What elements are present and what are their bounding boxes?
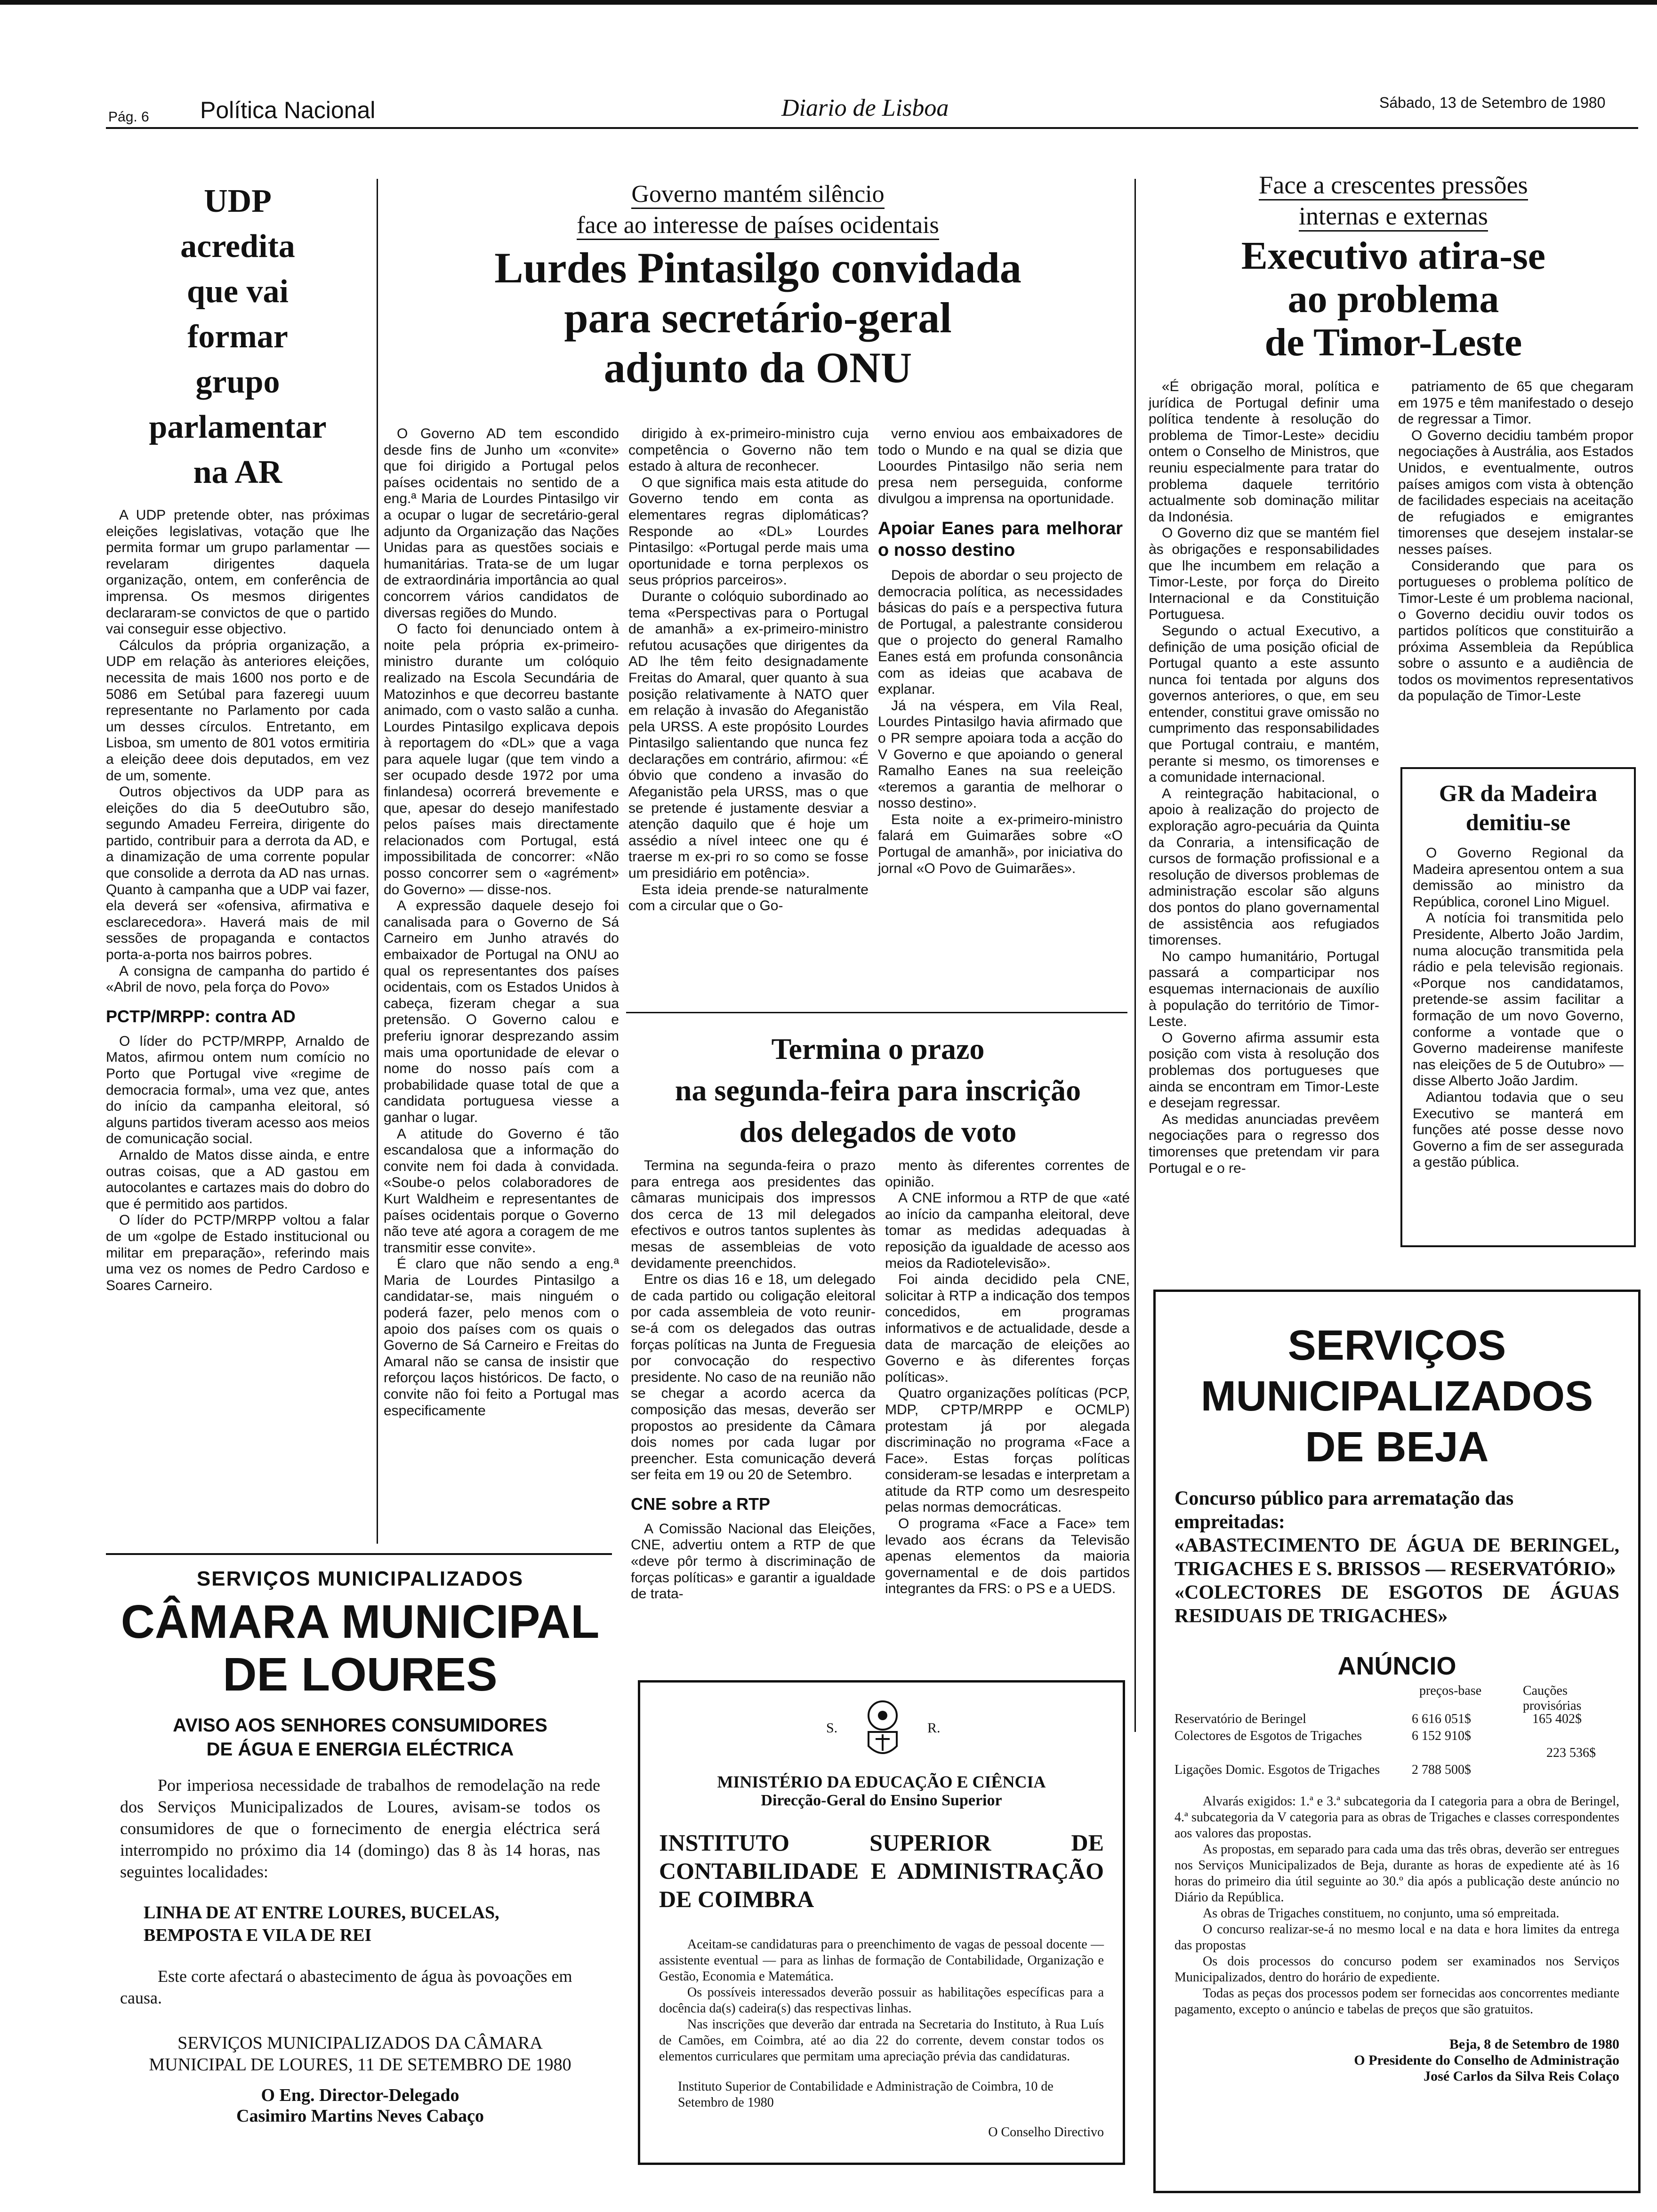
timor-headline-line: Executivo atira-se bbox=[1241, 234, 1546, 278]
table-row bbox=[1174, 1729, 1619, 1746]
timor-paragraph: Segundo o actual Executivo, a definição de uma posição oficial de Portugal quanto a este assunto nunca foi tentada por alguns dos governos anteriores, o que, em seu entender, constitui grave omissão no cumprimento das responsabilidades que Portugal contraiu, e mantém, perante si mesmo, os timorenses e a comunidade internacional. bbox=[1149, 623, 1379, 785]
udp-headline-line: que vai bbox=[187, 273, 289, 310]
beja-signature: O Presidente do Conselho de Administração bbox=[1354, 2052, 1619, 2068]
pintasilgo-paragraph: O que significa mais esta atitude do Governo tendo em conta as elementares regras diplomáticas? Responde ao «DL» Lourdes Pintasilgo: «Portugal perde mais uma oportunidade e torna perplexos os seus próprios parceiros». bbox=[628, 474, 869, 588]
timor-paragraph: Considerando que para os portugueses o problema político de Timor-Leste é um problema nacional, o Governo decidiu ouvir todos os partidos políticos que constituirão a próxima Assembleia da República sobre o assunto e a audiência de todos os movimentos representativos da população de Timor-Leste bbox=[1398, 558, 1633, 704]
madeira-paragraph: A notícia foi transmitida pelo Presidente, Alberto João Jardim, numa alocução transmitida pela rádio e pela televisão regionais. «Porque nos candidatamos, pretende-se assim facilitar a formação de um novo Governo, conforme a vontade que o Governo madeirense manifeste nas eleições de 5 de Outubro» — disse Alberto João Jardim. bbox=[1413, 910, 1624, 1089]
delegados-col1 bbox=[631, 1158, 876, 1603]
beja-row-label: Colectores de Esgotos de Trigaches bbox=[1174, 1729, 1362, 1743]
delegados-paragraph: Termina na segunda-feira o prazo para entrega aos presidentes das câmaras municipais dos impressos dos cerca de 13 mil delegados efectivos e outros tantos suplentes às mesas de assembleias de voto devidamente preenchidos. bbox=[631, 1158, 876, 1271]
coimbra-body bbox=[659, 1937, 1104, 2065]
loures-signature: O Eng. Director-Delegado bbox=[261, 2085, 459, 2105]
coimbra-paragraph: Os possíveis interessados deverão possuir as habilitações específicas para a docência da(s) cadeira(s) das respectivas linhas. bbox=[659, 1985, 1104, 2016]
pintasilgo-article bbox=[391, 179, 1125, 393]
pintasilgo-paragraph: A expressão daquele desejo foi canalisada para o Governo de Sá Carneiro em Junho através do embaixador de Portugal na ONU ao qual os representantes dos países ocidentais, com os Estados Unidos à cabeça, fizeram chegar a sua pretensão. O Governo calou e preferiu ignorar desprezando assim mais uma oportunidade de elevar o nome do nosso país com a probabilidade quase total de que a candidata portuguesa viesse a ganhar o lugar. bbox=[384, 898, 619, 1125]
pintasilgo-headline bbox=[391, 243, 1125, 393]
newspaper-name: Diario de Lisboa bbox=[781, 95, 949, 121]
pintasilgo-paragraph: Esta ideia prende-se naturalmente com a circular que o Go- bbox=[628, 882, 869, 914]
table-row bbox=[1174, 1712, 1619, 1729]
loures-notice: DE ÁGUA E ENERGIA ELÉCTRICA bbox=[206, 1739, 514, 1760]
udp-headline bbox=[106, 179, 370, 495]
beja-date: Beja, 8 de Setembro de 1980 bbox=[1449, 2036, 1619, 2052]
beja-row-caucao: 165 402$ bbox=[1532, 1712, 1582, 1726]
udp-body bbox=[106, 507, 370, 1294]
cne-paragraph: A Comissão Nacional das Eleições, CNE, advertiu ontem a RTP de que «deve pôr termo à discriminação de forças políticas» e garantir a igualdade de trata- bbox=[631, 1521, 876, 1602]
table-row bbox=[1174, 1763, 1619, 1779]
beja-paragraph: Os dois processos do concurso podem ser examinados nos Serviços Municipalizados, dentro do horário de expediente. bbox=[1174, 1954, 1619, 1985]
timor-paragraph: O Governo decidiu também propor negociações à Austrália, aos Estados Unidos, e eventualmente, outros países amigos com vista à obtenção de facilidades especiais na aceitação de refugiados e emigrantes timorenses que desejem instalar-se nesses países. bbox=[1398, 427, 1633, 557]
beja-price-table bbox=[1174, 1712, 1619, 1779]
coimbra-direction: Direcção-Geral do Ensino Superior bbox=[761, 1792, 1002, 1809]
pintasilgo-col1 bbox=[384, 426, 619, 1419]
coimbra-paragraph: Nas inscrições que deverão dar entrada na Secretaria do Instituto, à Rua Luís de Camões, em Coimbra, até ao dia 22 do corrente, devem constar todos os elementos curriculares que permitam uma apreciação prévia das candidaturas. bbox=[659, 2017, 1104, 2064]
pintasilgo-headline-line: Lurdes Pintasilgo convidada bbox=[494, 244, 1022, 292]
madeira-headline-line: GR da Madeira bbox=[1439, 780, 1598, 806]
kicker-line: face ao interesse de países ocidentais bbox=[577, 212, 939, 240]
pintasilgo-paragraph: É claro que não sendo a eng.ª Maria de Lourdes Pintasilgo a candidatar-se, mais ninguém o poderá fazer, pelo menos com o apoio dos países com os quais o Governo de Sá Carneiro e Freitas do Amaral não se cansa de insistir que reforçou laços históricos. De facto, o convite não foi feito a Portugal mas especificamente bbox=[384, 1256, 619, 1419]
pctp-paragraph: Arnaldo de Matos disse ainda, e entre outras coisas, que a AD gastou em autocolantes e cartazes mais do dobro do que é permitido aos partidos. bbox=[106, 1147, 370, 1212]
pctp-paragraph: O líder do PCTP/MRPP, Arnaldo de Matos, afirmou ontem num comício no Porto que Portugal vive «regime de democracia formal», uma vez que, antes do início da campanha eleitoral, só alguns partidos tiveram acesso aos meios de comunicação social. bbox=[106, 1033, 370, 1147]
madeira-headline bbox=[1413, 778, 1624, 837]
pintasilgo-col3 bbox=[878, 426, 1123, 877]
pintasilgo-paragraph: Durante o colóquio subordinado ao tema «Perspectivas para o Portugal de amanhã» a ex-primeiro-ministro refutou acusações que dirigentes da AD lhe têm feito designadamente Freitas do Amaral, quer quanto à sua posição relativamente à NATO quer em relação à invasão do Afeganistão pela URSS. A este propósito Lourdes Pintasilgo salientando que nunca fez declarações em contrário, afirmou: «É óbvio que condeno a invasão do Afeganistão pela URSS, mas o que se pretende é justamente desviar a atenção daquilo que é hoje um assédio a nível inteec one qu é traerse m ex-pri ro so como se fosse um presidiário em potência». bbox=[628, 588, 869, 882]
loures-top: SERVIÇOS MUNICIPALIZADOS bbox=[196, 1567, 524, 1590]
madeira-paragraph: O Governo Regional da Madeira apresentou ontem a sua demissão ao ministro da República, coronel Lino Miguel. bbox=[1413, 845, 1624, 910]
eanes-paragraph: Já na véspera, em Vila Real, Lourdes Pintasilgo havia afirmado que o PR sempre apoiara toda a acção do V Governo e que apoiando o general Ramalho Eanes na sua reeleição «teremos a garantia de melhorar o nosso destino». bbox=[878, 697, 1123, 811]
beja-row-base: 6 152 910$ bbox=[1412, 1729, 1471, 1743]
madeira-headline-line: demitiu-se bbox=[1465, 809, 1571, 835]
udp-paragraph: A consigna de campanha do partido é «Abril de novo, pela força do Povo» bbox=[106, 963, 370, 995]
delegados-headline bbox=[626, 1028, 1130, 1153]
loures-body: Este corte afectará o abastecimento de água às povoações em causa. bbox=[120, 1967, 572, 2007]
udp-headline-line: formar bbox=[187, 319, 288, 355]
loures-title: CÂMARA MUNICIPAL bbox=[121, 1595, 600, 1648]
seal-letter: S. bbox=[826, 1720, 838, 1736]
pintasilgo-paragraph: verno enviou aos embaixadores de todo o Mundo e na qual se dizia que Loourdes Pintasilgo não seria nem presa nem perseguida, conforme divulgou a imprensa na oportunidade. bbox=[878, 426, 1123, 507]
timor-paragraph: A reintegração habitacional, o apoio à realização do projecto de exploração agro-pecuária da Quinta da Conraria, a intensificação de cursos de formação profissional e a resolução de diversos problemas de administração escolar são alguns dos pontos do plano governamental de assistência aos refugiados timorenses. bbox=[1149, 785, 1379, 948]
kicker-line: Face a crescentes pressões bbox=[1259, 171, 1528, 200]
column-rule bbox=[1134, 179, 1136, 1732]
madeira-body bbox=[1413, 845, 1624, 1171]
beja-row-label: Ligações Domic. Esgotos de Trigaches bbox=[1174, 1763, 1380, 1777]
section-title: Política Nacional bbox=[200, 97, 376, 123]
timor-paragraph: O Governo diz que se mantém fiel às obrigações e responsabilidades que lhe incumbem em relação a Timor-Leste, por força do Direito Internacional e da Constituição Portuguesa. bbox=[1149, 525, 1379, 623]
udp-paragraph: Cálculos da própria organização, a UDP em relação às anteriores eleições, necessita de mais 1600 nos porto e de 5086 em Setúbal para fazeregi uuum representante no Parlamento por cada um desses círculos. Entretanto, em Lisboa, sm umento de 801 votos ermitiria a eleição deee dois deputados, em vez de um, somente. bbox=[106, 637, 370, 784]
beja-paragraph: O concurso realizar-se-á no mesmo local e na data e hora limites da entrega das propostas bbox=[1174, 1922, 1619, 1953]
beja-title: SERVIÇOS bbox=[1287, 1322, 1506, 1369]
timor-paragraph: As medidas anunciadas prevêem negociações para o regresso dos timorenses que pretendam vir para Portugal e o re- bbox=[1149, 1111, 1379, 1176]
beja-empreitada: «ABASTECIMENTO DE ÁGUA DE BERINGEL, TRIGACHES E S. BRISSOS — RESERVATÓRIO» bbox=[1174, 1535, 1619, 1580]
beja-col-header: Cauções provisórias bbox=[1523, 1683, 1582, 1713]
beja-body bbox=[1174, 1794, 1619, 2018]
issue-date: Sábado, 13 de Setembro de 1980 bbox=[1379, 94, 1606, 111]
column-rule bbox=[377, 179, 378, 1544]
coimbra-ad bbox=[638, 1680, 1125, 2165]
pintasilgo-paragraph: A atitude do Governo é tão escandalosa que a informação do convite nem foi dada à convidada. «Soube-o pelos colaboradores de Kurt Waldheim e representantes de países ocidentais porque o Governo não teve até agora a coragem de me transmitir esse convite». bbox=[384, 1126, 619, 1256]
pintasilgo-col2 bbox=[628, 426, 869, 914]
eanes-subhead: Apoiar Eanes para melhorar o nosso destino bbox=[878, 518, 1123, 560]
beja-concurso: Concurso público para arrematação das empreitadas: bbox=[1174, 1488, 1514, 1533]
beja-table-header bbox=[1174, 1683, 1619, 1713]
delegados-paragraph: Quatro organizações políticas (PCP, MDP, CPTP/MRPP e OCMLP) protestam já por alegada discriminação no programa «Face a Face». Estas forças políticas consideram-se lesadas e interpretam a atitude da RTP como um desrespeito pelas normas democráticas. bbox=[885, 1386, 1130, 1515]
beja-signature: José Carlos da Silva Reis Colaço bbox=[1424, 2068, 1619, 2084]
beja-paragraph: Todas as peças dos processos podem ser fornecidas aos concorrentes mediante pagamento, excepto o anúncio e tabelas de preços que são gratuitos. bbox=[1174, 1986, 1619, 2017]
pctp-paragraph: O líder do PCTP/MRPP voltou a falar de um «golpe de Estado institucional ou militar em preparação», referindo mais uma vez os nomes de Pedro Cardoso e Soares Carneiro. bbox=[106, 1212, 370, 1293]
loures-line: LINHA DE AT ENTRE LOURES, BUCELAS, BEMPOSTA E VILA DE REI bbox=[144, 1903, 499, 1945]
section-rule bbox=[626, 1012, 1127, 1013]
loures-signature: Casimiro Martins Neves Cabaço bbox=[236, 2106, 484, 2126]
udp-paragraph: A UDP pretende obter, nas próximas eleições legislativas, votação que lhe permita formar um grupo parlamentar — revelaram dirigentes daquela organização, ontem, em conferência de imprensa. Os mesmos dirigentes declararam-se convictos de que o partido vai conseguir esse objectivo. bbox=[106, 507, 370, 637]
timor-paragraph: patriamento de 65 que chegaram em 1975 e têm manifestado o desejo de regressar a Timor. bbox=[1398, 379, 1633, 427]
beja-empreitada: «COLECTORES DE ESGOTOS DE ÁGUAS RESIDUAIS DE TRIGACHES» bbox=[1174, 1582, 1619, 1627]
kicker-line: Governo mantém silêncio bbox=[631, 181, 884, 209]
ad-rule bbox=[106, 1553, 612, 1555]
pctp-subhead: PCTP/MRPP: contra AD bbox=[106, 1006, 296, 1026]
timor-kicker bbox=[1144, 200, 1643, 232]
loures-ad bbox=[111, 1567, 610, 2126]
loures-footer: SERVIÇOS MUNICIPALIZADOS DA CÂMARA MUNICIPAL DE LOURES, 11 DE SETEMBRO DE 1980 bbox=[149, 2033, 571, 2075]
coimbra-institute: INSTITUTO SUPERIOR DE CONTABILIDADE E ADMINISTRAÇÃO DE COIMBRA bbox=[659, 1829, 1104, 1912]
eanes-paragraph: Esta noite a ex-primeiro-ministro falará em Guimarães sobre «O Portugal de amanhã», por iniciativa do jornal «O Povo de Guimarães». bbox=[878, 811, 1123, 876]
loures-body: Por imperiosa necessidade de trabalhos de remodelação na rede dos Serviços Municipalizados de Loures, avisam-se todos os consumidores de que o fornecimento de energia eléctrica será interrompido no próximo dia 14 (domingo) das 8 às 14 horas, nas seguintes localidades: bbox=[120, 1776, 600, 1881]
udp-headline-line: UDP bbox=[204, 183, 272, 219]
beja-col-header: preços-base bbox=[1419, 1683, 1482, 1698]
beja-title: MUNICIPALIZADOS bbox=[1200, 1373, 1593, 1420]
pintasilgo-paragraph: dirigido à ex-primeiro-ministro cuja competência o Governo não tem estado à altura de reconhecer. bbox=[628, 426, 869, 474]
pintasilgo-headline-line: adjunto da ONU bbox=[603, 344, 912, 392]
table-row bbox=[1174, 1746, 1619, 1763]
page-number: Pág. 6 bbox=[108, 109, 149, 125]
beja-row-caucao: 223 536$ bbox=[1546, 1746, 1596, 1760]
delegados-col2 bbox=[885, 1158, 1130, 1597]
coimbra-signature: O Conselho Directivo bbox=[988, 2125, 1104, 2140]
delegados-headline-line: na segunda-feira para inscrição bbox=[675, 1074, 1081, 1107]
beja-row-base: 2 788 500$ bbox=[1412, 1763, 1471, 1777]
madeira-box bbox=[1400, 767, 1636, 1247]
coimbra-ministry: MINISTÉRIO DA EDUCAÇÃO E CIÊNCIA bbox=[717, 1772, 1046, 1791]
udp-headline-line: grupo bbox=[195, 364, 280, 400]
pintasilgo-paragraph: O Governo AD tem escondido desde fins de Junho um «convite» que foi dirigido a Portugal pelos países ocidentais no sentido de a eng.ª Maria de Lourdes Pintasilgo vir a ocupar o lugar de secretário-geral adjunto da Organização das Nações Unidas para as questões sociais e humanitárias. Trata-se de um lugar de extraordinária importância ao qual concorrem vários candidatos de diversas regiões do Mundo. bbox=[384, 426, 619, 621]
loures-notice: AVISO AOS SENHORES CONSUMIDORES bbox=[173, 1715, 547, 1736]
delegados-paragraph: A CNE informou a RTP de que «até ao início da campanha eleitoral, deve tomar as medidas adequadas à reposição da igualdade de acesso aos meios da Radiotelevisão». bbox=[885, 1190, 1130, 1271]
madeira-paragraph: Adiantou todavia que o seu Executivo se manterá em funções até posse desse novo Governo a fim de ser assegurada a gestão pública. bbox=[1413, 1089, 1624, 1170]
beja-anuncio: ANÚNCIO bbox=[1337, 1652, 1456, 1680]
beja-paragraph: Alvarás exigidos: 1.ª e 3.ª subcategoria da I categoria para a obra de Beringel, 4.ª subcategoria da V categoria para as obras de Trigaches e classes correspondentes aos valores das propostas. bbox=[1174, 1794, 1619, 1841]
beja-paragraph: As obras de Trigaches constituem, no conjunto, uma só empreitada. bbox=[1203, 1906, 1560, 1921]
beja-row-base: 6 616 051$ bbox=[1412, 1712, 1471, 1726]
coimbra-place: Instituto Superior de Contabilidade e Administração de Coimbra, 10 de Setembro de 1980 bbox=[678, 2079, 1054, 2110]
coimbra-seal-area bbox=[659, 1697, 1104, 1767]
delegados-headline-line: dos delegados de voto bbox=[739, 1115, 1017, 1148]
pintasilgo-headline-line: para secretário-geral bbox=[564, 294, 952, 342]
beja-row-label: Reservatório de Beringel bbox=[1174, 1712, 1306, 1726]
timor-kicker bbox=[1144, 169, 1643, 200]
pintasilgo-kicker bbox=[391, 179, 1125, 210]
timor-headline bbox=[1144, 234, 1643, 364]
timor-headline-line: ao problema bbox=[1287, 277, 1499, 321]
udp-headline-line: acredita bbox=[180, 228, 295, 264]
udp-headline-line: na AR bbox=[193, 454, 282, 490]
timor-article bbox=[1144, 169, 1643, 364]
coimbra-paragraph: Aceitam-se candidaturas para o preenchimento de vagas de pessoal docente — assistente eventual — para as linhas de formação de Contabilidade, Organização e Gestão, Economia e Matemática. bbox=[659, 1937, 1104, 1984]
masthead-rule bbox=[106, 127, 1638, 129]
seal-letter: R. bbox=[927, 1720, 941, 1736]
pintasilgo-paragraph: O facto foi denunciado ontem à noite pela própria ex-primeiro-ministro durante um colóquio realizado na Escola Secundária de Matozinhos e que decorreu bastante animado, com o vasto salão a cunha. Lourdes Pintasilgo explicava depois à reportagem do «DL» que a vaga para aquele lugar (que tem vindo a ser ocupado desde 1972 por uma finlandesa) ocorrerá brevemente e que, apesar do desejo manifestado pelos países mais directamente relacionados com Portugal, está impossibilitada de concorrer: «Não posso concorrer sem o «agrément» do Governo» — disse-nos. bbox=[384, 621, 619, 898]
timor-paragraph: O Governo afirma assumir esta posição com vista à resolução dos problemas dos portugueses que ainda se encontram em Timor-Leste e desejam regressar. bbox=[1149, 1030, 1379, 1111]
beja-ad bbox=[1153, 1290, 1641, 2193]
timor-paragraph: No campo humanitário, Portugal passará a comparticipar nos esquemas internacionais de auxílio à população do território de Timor-Leste. bbox=[1149, 948, 1379, 1030]
delegados-paragraph: mento às diferentes correntes de opinião. bbox=[885, 1158, 1130, 1190]
timor-paragraph: «É obrigação moral, política e jurídica de Portugal definir uma política tendente à resolução do problema de Timor-Leste» decidiu ontem o Conselho de Ministros, que reuniu especialmente para tratar do problema daquele território actualmente sob dominação militar da Indonésia. bbox=[1149, 379, 1379, 525]
delegados-paragraph: Entre os dias 16 e 18, um delegado de cada partido ou coligação eleitoral por cada assembleia de voto reunir-se-á com os delegados das outras forças políticas na Junta de Freguesia por convocação do respectivo presidente. No caso de na reunião não se chegar a acordo acerca da composição das mesas, deverão ser propostos ao presidente da Câmara dois nomes por cada lugar por preencher. Esta comunicação deverá ser feita em 19 ou 20 de Setembro. bbox=[631, 1272, 876, 1483]
coat-of-arms-icon bbox=[857, 1697, 909, 1763]
loures-title: DE LOURES bbox=[223, 1648, 498, 1701]
kicker-line: internas e externas bbox=[1299, 202, 1488, 232]
eanes-paragraph: Depois de abordar o seu projecto de democracia política, as necessidades básicas do país e a perspectiva futura de Portugal, a palestrante considerou que o projecto do general Ramalho Eanes está em profunda consonância com as ideias que acabava de explanar. bbox=[878, 567, 1123, 697]
cne-subhead: CNE sobre a RTP bbox=[631, 1494, 771, 1514]
udp-article bbox=[106, 179, 370, 1294]
delegados-headline-line: Termina o prazo bbox=[771, 1032, 985, 1066]
beja-title: DE BEJA bbox=[1305, 1424, 1489, 1471]
udp-paragraph: Outros objectivos da UDP para as eleições do dia 5 deeOutubro são, segundo Amadeu Ferreira, dirigente do partido, contribuir para a derrota da AD, e a dinamização de uma corrente popular que consolide a derrota da AD nas urnas. Quanto à campanha que a UDP vai fazer, ela deverá ser «ofensiva, afirmativa e esclarecedora». Haverá mais de mil sessões de propaganda e contactos porta-a-porta nos bairros pobres. bbox=[106, 784, 370, 963]
timor-col2 bbox=[1398, 379, 1633, 705]
delegados-paragraph: Foi ainda decidido pela CNE, solicitar à RTP a indicação dos tempos concedidos, em programas informativos e de actualidade, desde a data de marcação de eleições ao Governo e às diferentes forças políticas». bbox=[885, 1272, 1130, 1385]
udp-headline-line: parlamentar bbox=[149, 409, 327, 445]
timor-col1 bbox=[1149, 379, 1379, 1177]
timor-headline-line: de Timor-Leste bbox=[1264, 321, 1522, 364]
delegados-paragraph: O programa «Face a Face» tem levado aos écrans da Televisão apenas elementos da maioria governamental e de dois partidos integrantes da FRS: o PS e a UEDS. bbox=[885, 1516, 1130, 1597]
top-border bbox=[0, 0, 1657, 5]
beja-paragraph: As propostas, em separado para cada uma das três obras, deverão ser entregues nos Serviços Municipalizados de Beja, durante as horas de expediente até às 16 horas do primeiro dia útil seguinte ao 30.º dia após a publicação deste anúncio no Diário da República. bbox=[1174, 1842, 1619, 1905]
pintasilgo-kicker bbox=[391, 210, 1125, 241]
